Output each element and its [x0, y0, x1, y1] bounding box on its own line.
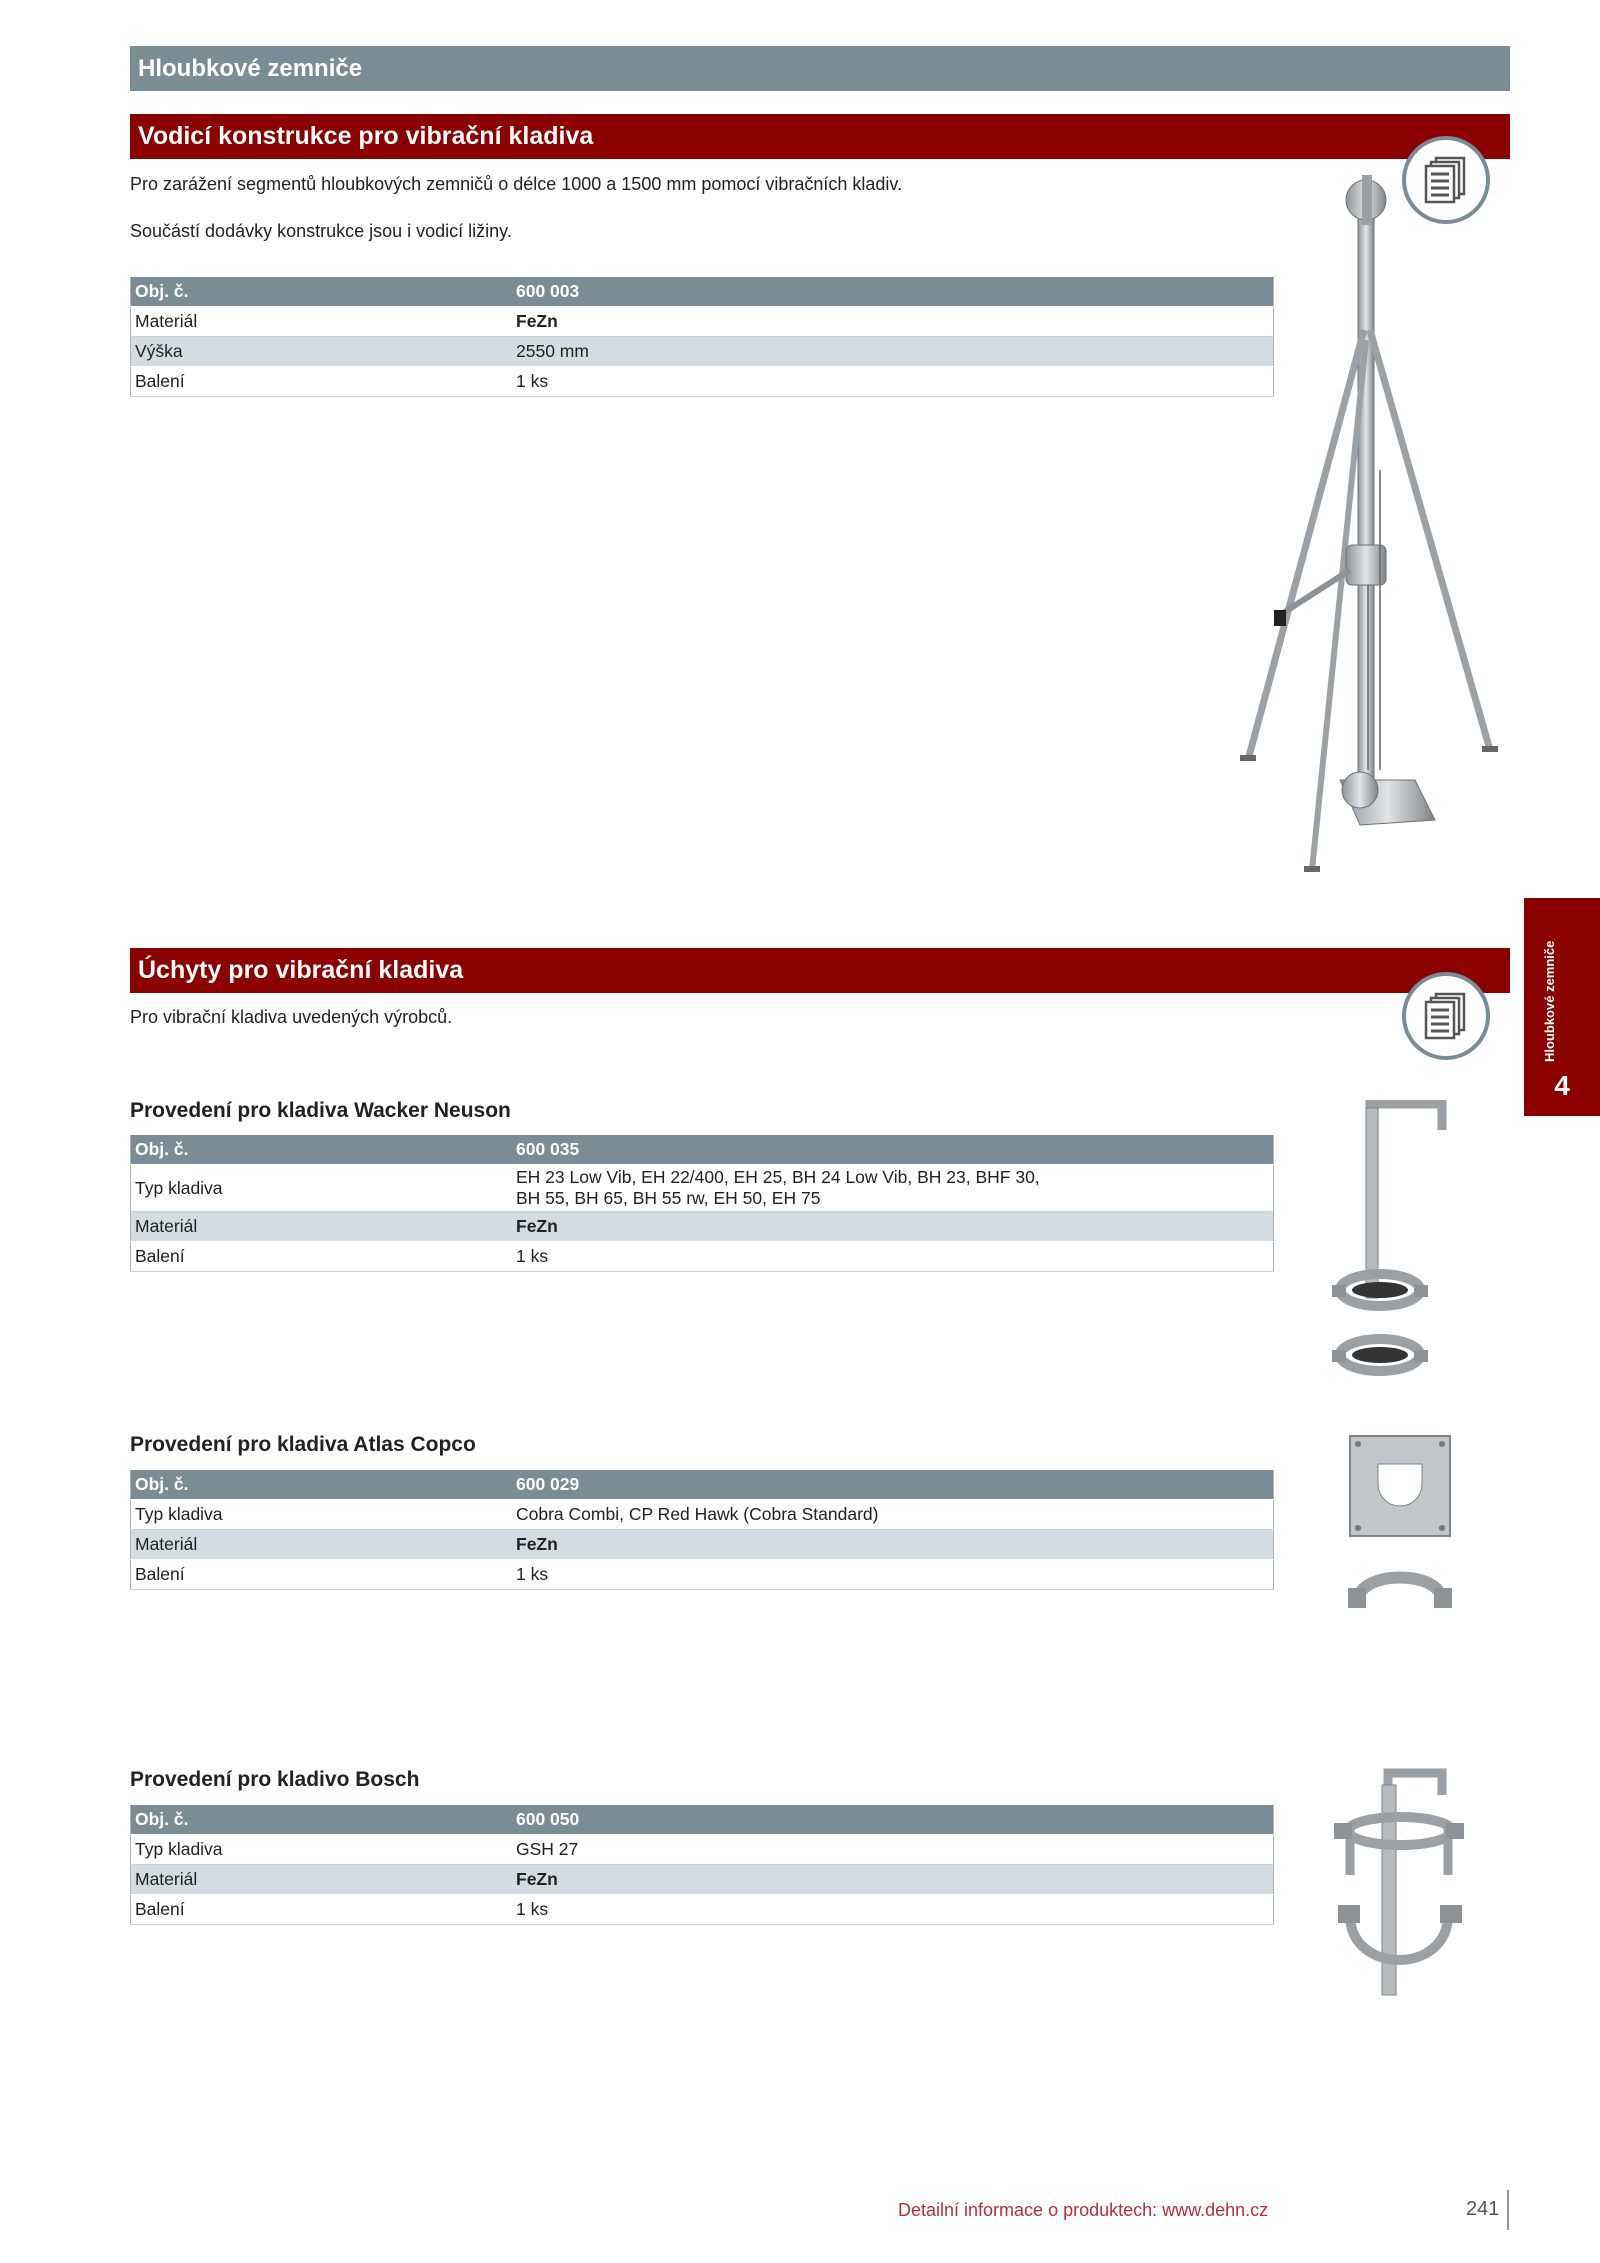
section-title-hammer-holders: Úchyty pro vibrační kladiva — [130, 948, 1510, 993]
page-number: 241 — [1466, 2198, 1500, 2220]
table-header-value: 600 050 — [512, 1805, 1274, 1835]
row-label: Balení — [131, 1895, 513, 1925]
row-label: Balení — [131, 367, 513, 397]
row-value: 1 ks — [512, 1242, 1274, 1272]
table-header-label: Obj. č. — [131, 1805, 513, 1835]
spec-table-600003 — [130, 276, 1274, 397]
page-section-header: Hloubkové zemniče — [130, 46, 1510, 91]
document-icon[interactable] — [1402, 972, 1490, 1060]
row-label: Balení — [131, 1242, 513, 1272]
section1-description-2: Součástí dodávky konstrukce jsou i vodicí ližiny. — [130, 221, 512, 241]
variant-heading-bosch: Provedení pro kladivo Bosch — [130, 1768, 420, 1791]
side-tab-label: Hloubkové zemniče — [1542, 940, 1557, 1062]
row-value: GSH 27 — [512, 1835, 1274, 1865]
table-header-label: Obj. č. — [131, 277, 513, 307]
bosch-holder-image — [1330, 1765, 1470, 2005]
row-label: Materiál — [131, 1212, 513, 1242]
hammer-types-line-2: BH 55, BH 65, BH 55 rw, EH 50, EH 75 — [516, 1188, 821, 1208]
table-header-label: Obj. č. — [131, 1470, 513, 1500]
table-header-label: Obj. č. — [131, 1135, 513, 1165]
row-value: Cobra Combi, CP Red Hawk (Cobra Standard) — [512, 1500, 1274, 1530]
spec-table-600050 — [130, 1804, 1274, 1925]
section2-description: Pro vibrační kladiva uvedených výrobců. — [130, 1007, 453, 1027]
row-value: 1 ks — [512, 1560, 1274, 1590]
variant-heading-atlas: Provedení pro kladiva Atlas Copco — [130, 1433, 476, 1456]
row-value: 1 ks — [512, 1895, 1274, 1925]
row-label: Typ kladiva — [131, 1500, 513, 1530]
row-label: Typ kladiva — [131, 1835, 513, 1865]
hammer-types-line-1: EH 23 Low Vib, EH 22/400, EH 25, BH 24 Low Vib, BH 23, BHF 30, — [516, 1167, 1040, 1187]
section1-description-1: Pro zarážení segmentů hloubkových zemničů o délce 1000 a 1500 mm pomocí vibračních kladiv. — [130, 174, 903, 194]
row-value: FeZn — [512, 1212, 1274, 1242]
table-header-value: 600 035 — [512, 1135, 1274, 1165]
row-value: 1 ks — [512, 367, 1274, 397]
row-label: Materiál — [131, 1530, 513, 1560]
table-header-value: 600 003 — [512, 277, 1274, 307]
tripod-guide-frame-image — [1230, 170, 1530, 890]
row-label: Materiál — [131, 1865, 513, 1895]
variant-heading-wacker: Provedení pro kladiva Wacker Neuson — [130, 1099, 511, 1122]
row-value: FeZn — [512, 1530, 1274, 1560]
atlas-holder-image — [1340, 1430, 1460, 1630]
footer-product-link[interactable]: Detailní informace o produktech: www.dehn.cz — [898, 2200, 1269, 2220]
side-tab-number: 4 — [1554, 1070, 1570, 1101]
chapter-side-tab[interactable] — [1524, 898, 1600, 1116]
row-label: Materiál — [131, 307, 513, 337]
row-label: Balení — [131, 1560, 513, 1590]
row-value: 2550 mm — [512, 337, 1274, 367]
page-number-divider — [1507, 2190, 1509, 2230]
row-value: FeZn — [512, 1865, 1274, 1895]
table-header-value: 600 029 — [512, 1470, 1274, 1500]
section-title-guide-frame: Vodicí konstrukce pro vibrační kladiva — [130, 114, 1510, 159]
row-value: FeZn — [512, 307, 1274, 337]
row-value — [512, 1165, 1274, 1212]
spec-table-600029 — [130, 1469, 1274, 1590]
row-label: Typ kladiva — [131, 1165, 513, 1212]
spec-table-600035 — [130, 1134, 1274, 1272]
document-stack-icon — [1418, 988, 1474, 1044]
row-label: Výška — [131, 337, 513, 367]
wacker-holder-image — [1330, 1100, 1460, 1390]
